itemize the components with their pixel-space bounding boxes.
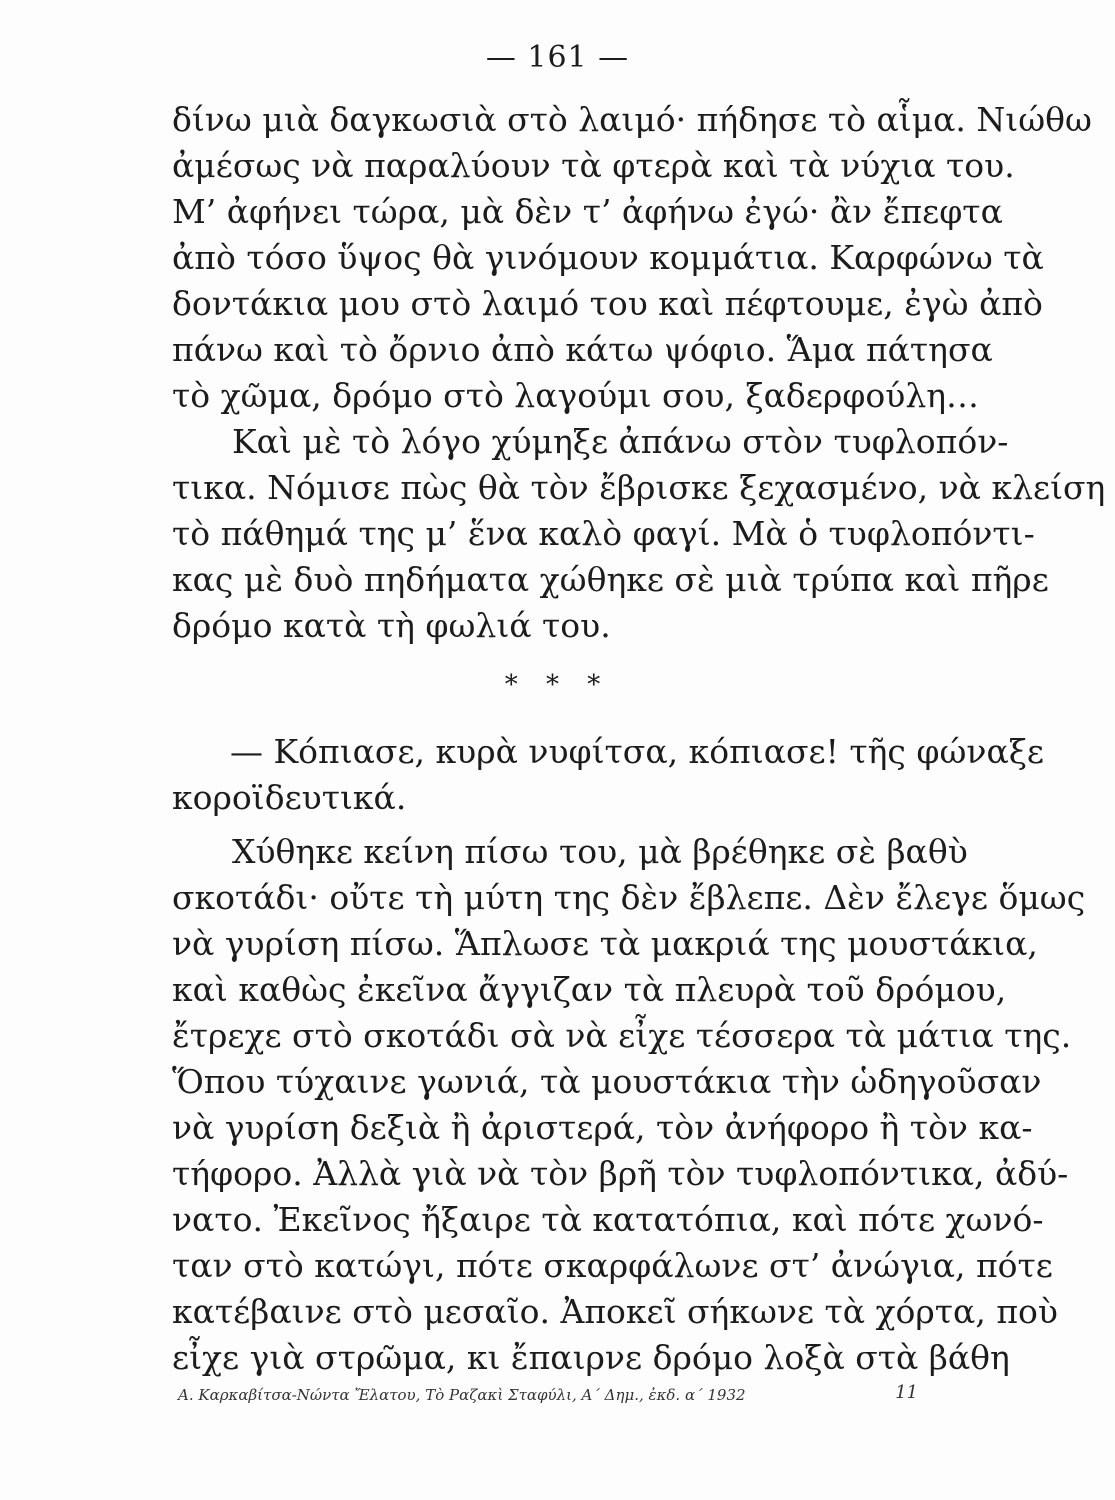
text-line: εἶχε γιὰ στρῶμα, κι ἔπαιρνε δρόμο λοξὰ στὰ βάθη: [172, 1338, 1010, 1377]
text-line: τὸ χῶμα, δρόμο στὸ λαγούμι σου, ξαδερφούλη…: [172, 376, 980, 415]
footer-credit-text: Α. Καρκαβίτσα-Νώντα Ἔλατου, Τὸ Ραζακὶ Σταφύλι, Α΄ Δημ., ἐκδ. α΄ 1932: [178, 1386, 746, 1404]
text-line: νὰ γυρίση δεξιὰ ἢ ἀριστερά, τὸν ἀνήφορο ἢ τὸν κα-: [172, 1108, 1033, 1147]
text-line: δίνω μιὰ δαγκωσιὰ στὸ λαιμό· πήδησε τὸ αἷμα. Νιώθω: [172, 100, 1092, 139]
text-line: σκοτάδι· οὔτε τὴ μύτη της δὲν ἔβλεπε. Δὲν ἔλεγε ὅμως: [172, 878, 1086, 917]
text-line: πάνω καὶ τὸ ὄρνιο ἀπὸ κάτω ψόφιο. Ἅμα πάτησα: [172, 330, 993, 369]
signature-mark: 11: [895, 1382, 918, 1403]
text-line: ἀπὸ τόσο ὕψος θὰ γινόμουν κομμάτια. Καρφώνω τὰ: [172, 238, 1044, 277]
text-line: νατο. Ἐκεῖνος ἤξαιρε τὰ κατατόπια, καὶ πότε χωνό-: [172, 1200, 1044, 1239]
text-line: ταν στὸ κατώγι, πότε σκαρφάλωνε στ’ ἀνώγια, πότε: [172, 1246, 1053, 1285]
text-line: Καὶ μὲ τὸ λόγο χύμηξε ἀπάνω στὸν τυφλοπόν-: [232, 422, 1009, 461]
text-line: καὶ καθὼς ἐκεῖνα ἄγγιζαν τὰ πλευρὰ τοῦ δρόμου,: [172, 970, 1007, 1009]
text-line: Χύθηκε κείνη πίσω του, μὰ βρέθηκε σὲ βαθὺ: [232, 832, 968, 871]
text-line: ἔτρεχε στὸ σκοτάδι σὰ νὰ εἶχε τέσσερα τὰ μάτια της.: [172, 1016, 1072, 1055]
text-line: δρόμο κατὰ τὴ φωλιά του.: [172, 606, 611, 645]
text-line: τήφορο. Ἀλλὰ γιὰ νὰ τὸν βρῆ τὸν τυφλοπόντικα, ἀδύ-: [172, 1154, 1069, 1193]
text-line: κατέβαινε στὸ μεσαῖο. Ἀποκεῖ σήκωνε τὰ χόρτα, ποὺ: [172, 1292, 1058, 1331]
text-line: τικα. Νόμισε πὼς θὰ τὸν ἔβρισκε ξεχασμένο, νὰ κλείση: [172, 468, 1106, 507]
text-line: δοντάκια μου στὸ λαιμό του καὶ πέφτουμε, ἐγὼ ἀπὸ: [172, 284, 1043, 323]
text-line: κοροϊδευτικά.: [172, 778, 407, 817]
text-line: νὰ γυρίση πίσω. Ἅπλωσε τὰ μακριά της μουστάκια,: [172, 924, 1038, 963]
text-line: ἀμέσως νὰ παραλύουν τὰ φτερὰ καὶ τὰ νύχια του.: [172, 146, 1015, 185]
text-line: Μ’ ἀφήνει τώρα, μὰ δὲν τ’ ἀφήνω ἐγώ· ἂν ἔπεφτα: [172, 192, 1003, 231]
footer-credit: [178, 1382, 938, 1404]
page-number: — 161 —: [485, 40, 630, 75]
text-line: τὸ πάθημά της μ’ ἕνα καλὸ φαγί. Μὰ ὁ τυφλοπόντι-: [172, 514, 1035, 553]
text-line: κας μὲ δυὸ πηδήματα χώθηκε σὲ μιὰ τρύπα καὶ πῆρε: [172, 560, 1049, 599]
text-line: — Κόπιασε, κυρὰ νυφίτσα, κόπιασε! τῆς φώναξε: [230, 732, 1045, 771]
text-line: Ὅπου τύχαινε γωνιά, τὰ μουστάκια τὴν ὡδηγοῦσαν: [172, 1062, 1042, 1101]
section-separator: * * *: [504, 670, 611, 700]
